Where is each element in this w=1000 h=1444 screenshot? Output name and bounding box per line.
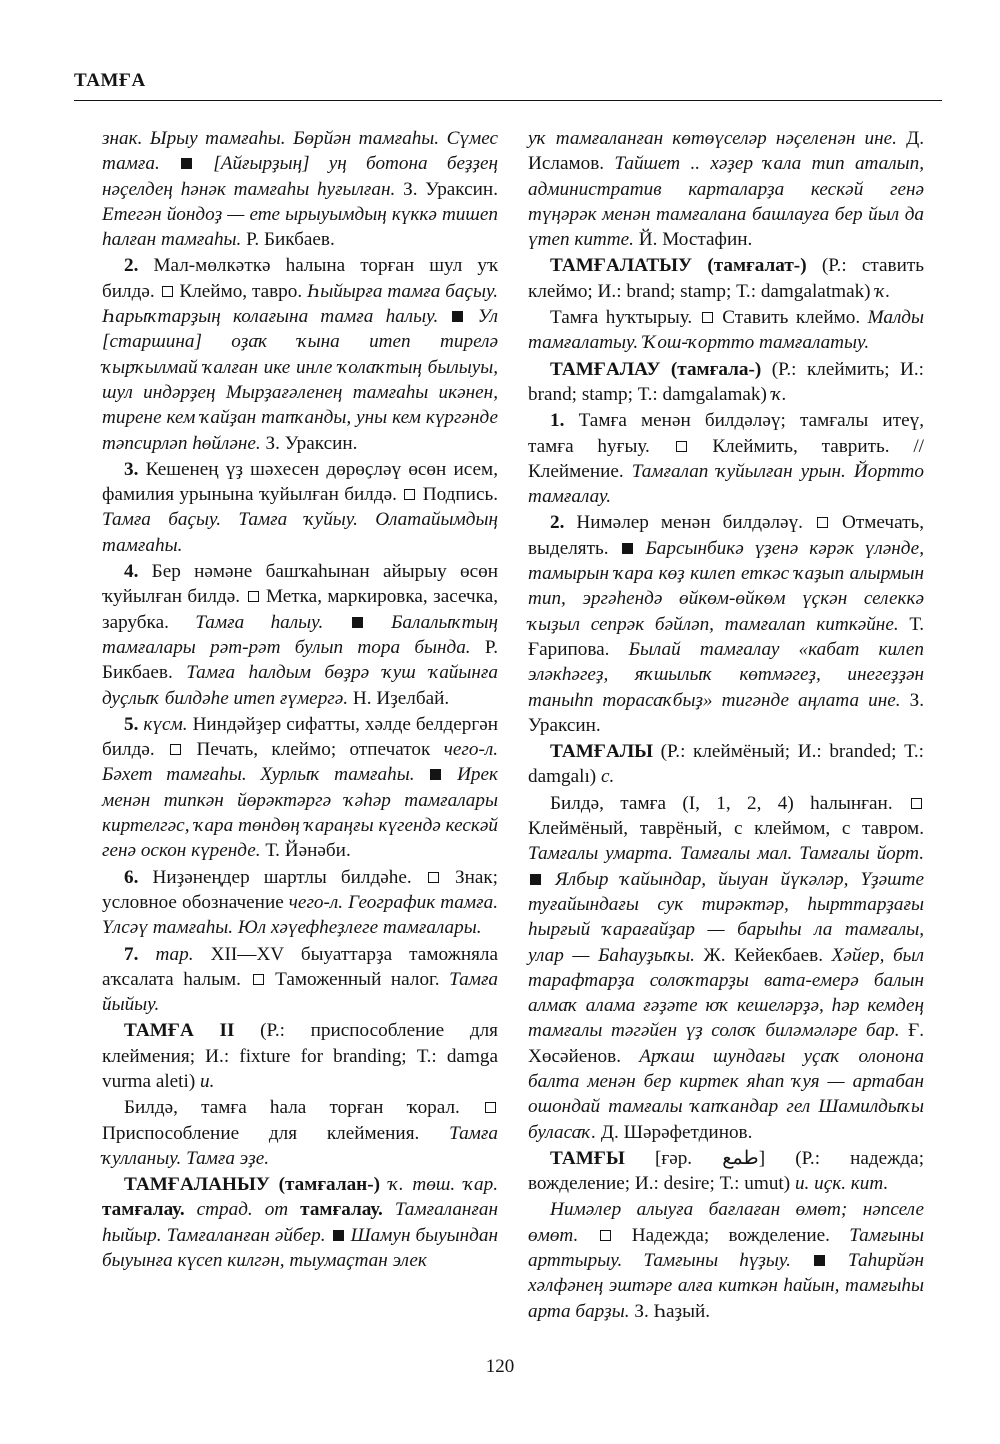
quote-marker <box>333 1230 344 1241</box>
source: Д. Исламов. <box>528 128 925 175</box>
usage-label: күсм. <box>143 713 188 735</box>
examples: Тамғалы умарта. Тамғалы мал. Тамғалы йорт. <box>528 843 924 865</box>
translation: Клеймёный, таврёный, с клеймом, с тавром. <box>528 818 924 840</box>
entry-tamgaly-definition <box>528 791 924 1145</box>
quote: Былай тамғалау «кабат килеп эләкһәгеҙ, яҡшылыҡ көтмәгеҙ, инегеҙҙән таныһп торасаҡбыҙ» тигәнде аңлата ине. <box>528 638 924 711</box>
translation-marker <box>253 974 264 985</box>
sense-number: 7. <box>124 943 139 965</box>
quote-marker <box>452 311 463 322</box>
definition: Ниҙәнеңдер шартлы билдәһе. <box>152 866 412 888</box>
definition: Тамға һуҡтырыу. <box>550 307 693 329</box>
quote-marker <box>814 1255 825 1266</box>
translation-marker <box>170 744 181 755</box>
headword: ТАМҒАЛЫ <box>550 741 654 763</box>
translation: Надежда; вожделение. <box>631 1224 830 1246</box>
usage-label: тар. <box>155 943 194 965</box>
headword: ТАМҒАЛАУ <box>550 358 661 380</box>
quote-marker <box>430 769 441 780</box>
sense-number: 2. <box>550 512 565 534</box>
quote: уҡ тамғаланған көтөүселәр нәҫеленән ине. <box>528 128 897 149</box>
definition: Тамға менән билдәләү; тамғалы итеү, тамға һуғыу. <box>528 410 924 457</box>
definition: Бер нәмәне башҡаһынан айырыу өсөн ҡуйылған билдә. <box>102 561 498 608</box>
quote: Тамға һалдым бөҙрә ҡуш ҡайынға дуҫлыҡ билдәһе итеп ғүмергә. <box>102 662 498 709</box>
definition: Билдә, тамға һала торған ҡорал. <box>124 1097 460 1119</box>
right-column <box>528 126 924 1324</box>
translation-marker <box>485 1102 496 1113</box>
translation-marker <box>702 312 713 323</box>
sense-6 <box>102 865 498 941</box>
part-of-speech: с. <box>601 766 615 788</box>
translation-marker <box>676 441 687 452</box>
quote-marker <box>530 874 541 885</box>
cross-reference: тамғалау. <box>300 1199 383 1221</box>
examples: Тамға һалыу. <box>195 611 324 633</box>
source: Д. Шәрәфетдинов. <box>600 1121 753 1143</box>
source: Й. Мостафин. <box>638 229 753 251</box>
sense-7 <box>102 942 498 1018</box>
part-of-speech: и. <box>200 1070 215 1092</box>
quote: Тайшет .. хәҙер ҡала тип аталып, административ карталарҙа кескәй генә түңәрәк менән тамғалана башлауға бер йыл да үтеп китте. <box>528 153 924 251</box>
left-column <box>102 126 498 1273</box>
quote: Барсынбикә үҙенә кәрәк үләнде, тамырын ҡара көҙ килеп еткәс ҡаҙып алырмын тип, эргәһендә өйкөм-өйкөм үҫкән селеккә ҡыҙыл сепрәк бәйләп, тамғалап киткәйне. <box>528 537 924 635</box>
translation-marker <box>428 872 439 883</box>
running-head: ТАМҒА <box>74 70 146 91</box>
source: З. Ураксин. <box>528 689 925 736</box>
definition: Нимәлер алыуға бағлаған өмөт; нәпселе өмөт. <box>528 1199 924 1246</box>
quote-marker <box>352 617 363 628</box>
entry-tamgy-definition <box>528 1197 924 1323</box>
etymology-close: ] <box>758 1147 766 1169</box>
entry-tamgalau <box>528 357 924 408</box>
translation: Подпись. <box>422 484 499 506</box>
entry-continuation <box>102 126 498 252</box>
translation: Клеймо, тавро. <box>179 280 303 302</box>
source: З. Һаҙый. <box>634 1300 711 1322</box>
quote: Етегән йондоҙ — ете ырыуымдың күккә тишеп һалған тамғаһы. <box>102 203 498 251</box>
examples: Географик тамға. Үлсәү тамғаһы. Юл хәүефһеҙлеге тамғалары. <box>102 891 499 939</box>
examples: Бәхет тамғаһы. Хурлыҡ тамғаһы. <box>102 764 415 786</box>
etymology: (Р.: ставить клеймо; И.: brand; stamp; Т.: damgalatmak) <box>528 255 925 302</box>
definition: Билдә, тамға (I, 1, 2, 4) һалынған. <box>550 792 893 814</box>
etymology: (Р.: приспособление для клеймения; И.: fixture for branding; Т.: damga vurma aleti) <box>102 1020 499 1092</box>
translation: Печать, клеймо; отпечаток <box>196 739 431 761</box>
source: З. Ураксин. <box>265 432 358 454</box>
quote-marker <box>622 543 633 554</box>
definition: Нимәлер менән билдәләү. <box>576 512 803 534</box>
quote: Таһирйән хәлфәнең эштәре алға киткән һайын, тамғыһы арта барҙы. <box>528 1250 925 1322</box>
etymology: (Р.: клеймёный; И.: branded; Т.: damgalı) <box>528 741 924 788</box>
headword: ТАМҒА II <box>124 1020 235 1042</box>
sense-number: 2. <box>124 255 139 277</box>
etymology-prefix: [ғәр. <box>654 1147 693 1169</box>
entry-tamgaly <box>528 739 924 790</box>
examples: Тамға йыйыу. <box>102 968 499 1016</box>
examples: Тамғыны арттырыу. Тамғыны һүҙыу. <box>528 1224 924 1272</box>
translation-marker <box>600 1230 611 1241</box>
examples: Малды тамғалатыу. Ҡош-ҡортто тамғалатыу. <box>528 307 925 354</box>
source: Р. Бикбаев. <box>102 636 498 684</box>
entry-continuation <box>528 126 924 252</box>
entry-tamgalatyu-definition <box>528 305 924 356</box>
usage-label: ҡ. төш. ҡар. <box>388 1174 499 1196</box>
translation: Метка, маркировка, засечка, зарубка. <box>102 586 499 633</box>
translation-note: чего-л. <box>288 891 344 913</box>
cross-reference: тамғалау. <box>102 1199 185 1221</box>
source: Т. Ғарипова. <box>528 613 925 660</box>
translation: Таможенный налог. <box>275 968 440 990</box>
sense-number: 1. <box>550 410 565 432</box>
definition: Ниндәйҙер сифатты, хәлде белдергән билдә. <box>102 713 499 761</box>
part-of-speech: ҡ. <box>771 383 787 405</box>
quote: Ирек менән типкән йөрәктәргә ҡәһәр тамғалары киртелгәс, ҡара төндөң ҡараңғы күгендә кескәй генә оскон күренде. <box>102 764 499 862</box>
source: Т. Йәнәби. <box>265 840 351 862</box>
source: Ғ. Хөсәйенов. <box>528 1020 925 1067</box>
examples: знак. Ырыу тамғаһы. Бөрйән тамғаһы. Сүмес тамға. <box>102 128 498 175</box>
sense-number: 4. <box>124 561 139 583</box>
translation-marker <box>162 286 173 297</box>
translation-marker <box>817 517 828 528</box>
headword: ТАМҒЫ <box>550 1147 625 1169</box>
source: З. Ураксин. <box>403 178 498 200</box>
etymology: (Р.: надежда; вожделение; И.: desire; Т.: umut) <box>528 1147 925 1195</box>
etymology: (Р.: клеймить; И.: brand; stamp; Т.: damgalamak) <box>528 358 925 405</box>
sense-number: 5. <box>124 713 139 735</box>
translation-marker <box>911 798 922 809</box>
examples: Тамға ҡулланыу. Тамға эҙе. <box>102 1122 499 1169</box>
header-rule <box>74 100 942 101</box>
quote: Хәйер, был тарафтарҙа солоҡтарҙы вата-емерә балын алмаҡ алама ғәҙәте юҡ кешеләрҙә, һәр кемдең тамғалы тәгәйен үҙ солоҡ биләмәләре бар. <box>528 944 925 1042</box>
quote: Шамун быуындан быуынға күсеп килгән, тыумаҫтан элек <box>102 1224 498 1272</box>
entry-tamgalau-sense-2 <box>528 510 924 738</box>
quote: Балалыҡтың тамғалары рәт-рәт булып тора бында. <box>102 611 499 658</box>
part-of-speech: и. иҫк. кит. <box>794 1173 889 1195</box>
definition: Мал-мөлкәткә һалына торған шул уҡ билдә. <box>102 255 499 302</box>
translation: Приспособление для клеймения. <box>102 1122 420 1144</box>
sense-4 <box>102 559 498 711</box>
source: Н. Иҙелбай. <box>352 687 450 709</box>
quote: Ялбыр ҡайындар, йыуан йүкәләр, Үҙәште туғайындағы сук тирәктәр, һырттарҙағы һырғый ҡарағайҙар — барыһы ла тамғалы, улар — Баһауҙыҡы. <box>528 868 925 966</box>
translation-note: чего-л. <box>443 739 499 761</box>
examples: Тамғалап ҡуйылған урын. Йортто тамғалау. <box>528 460 924 508</box>
quote: Ул [старшина] оҙаҡ ҡына итеп тирелә ҡырҡылмай ҡалған ике инле ҡолаҡтың былыуы, шул индәрҙең Мырҙағәленең тамғаһы икәнен, тирене кем ҡайҙан тапҡанды, уны кем күргәнде тәпсирләп һөйләне. <box>102 306 499 454</box>
page-number: 120 <box>485 1356 515 1377</box>
examples: Һыйырға тамға баҫыу. Һарыҡтарҙың колағына тамға һалыу. <box>102 280 499 328</box>
quote: Арҡаш шундағы уҫаҡ олонона балта менән бер киртек яһап ҡуя — артабан ошондай тамғалы ҡапҡандар гел Шамилдыҡы буласаҡ. <box>528 1045 925 1143</box>
entry-tamga-2 <box>102 1018 498 1094</box>
quote: [Айғырҙың] уң ботона беҙҙең нәҫелдең һәнәк тамғаһы һуғылған. <box>102 153 498 200</box>
headword: ТАМҒАЛАТЫУ <box>550 255 693 277</box>
part-of-speech: ҡ. <box>875 280 891 302</box>
translation-marker <box>248 591 259 602</box>
stem: (тамғалат-) <box>707 255 807 277</box>
translation: Ставить клеймо. <box>722 307 861 329</box>
translation-note: страд. от <box>196 1199 289 1221</box>
stem: (тамғалан-) <box>278 1174 381 1196</box>
examples: Тамға баҫыу. Тамға ҡуйыу. Олатайымдың тамғаһы. <box>102 509 498 556</box>
entry-tamgy <box>528 1146 924 1197</box>
sense-number: 3. <box>124 458 139 480</box>
definition: Кешенең үҙ шәхесен дөрөҫләү өсөн исем, фамилия урынына ҡуйылған билдә. <box>102 458 498 506</box>
entry-tamgalau-sense-1 <box>528 408 924 509</box>
sense-3 <box>102 457 498 558</box>
sense-number: 6. <box>124 866 139 888</box>
sense-2 <box>102 253 498 455</box>
entry-tamgalanyu <box>102 1172 498 1273</box>
translation-marker <box>404 489 415 500</box>
entry-tamga-2-definition <box>102 1095 498 1171</box>
entry-tamgalatyu <box>528 253 924 304</box>
translation: Отмечать, выделять. <box>528 512 925 559</box>
translation: Знак; условное обозначение <box>102 866 499 913</box>
source: Р. Бикбаев. <box>246 229 335 251</box>
headword: ТАМҒАЛАНЫУ <box>124 1174 270 1196</box>
source: Ж. Кейекбаев. <box>703 944 823 966</box>
arabic-word: طمع <box>722 1147 759 1169</box>
definition: XII—XV быуаттарҙа таможняла аҡсалата һалым. <box>102 943 499 990</box>
sense-5 <box>102 712 498 864</box>
examples: Тамғаланған һыйыр. Тамғаланған әйбер. <box>102 1199 499 1246</box>
stem: (тамғала-) <box>670 358 762 380</box>
translation: Клеймить, таврить. // Клеймение. <box>528 435 924 482</box>
quote-marker <box>181 158 192 169</box>
